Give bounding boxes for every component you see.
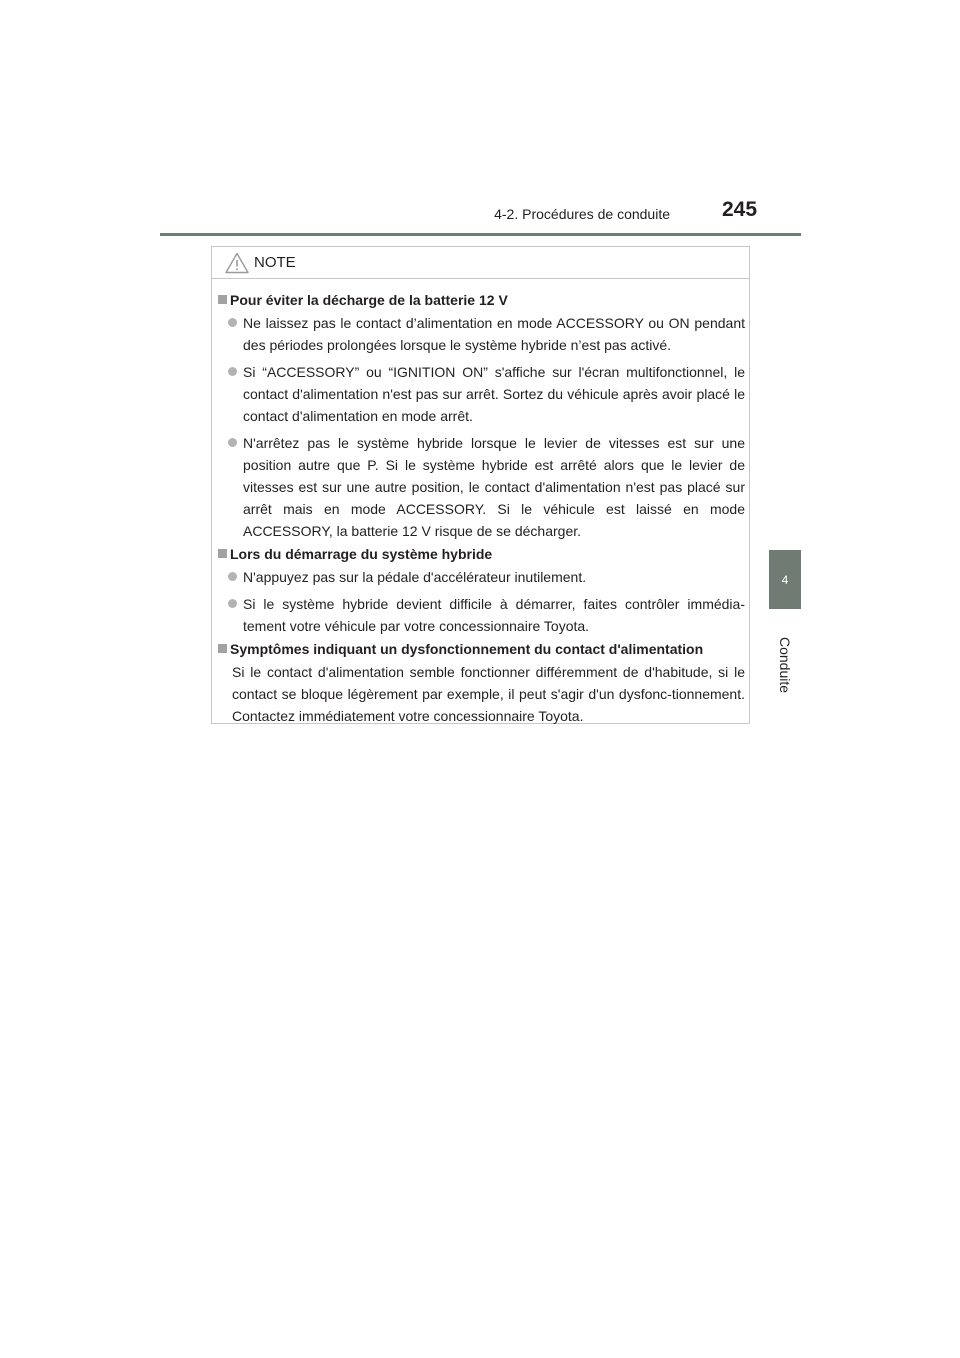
list-item-text: N'appuyez pas sur la pédale d'accélérateur inutilement.: [243, 569, 587, 585]
header-divider: [160, 233, 801, 236]
warning-triangle-icon: [225, 252, 249, 274]
section-heading-text: Symptômes indiquant un dysfonctionnement du contact d'alimentation: [230, 641, 704, 657]
section-title: 4-2. Procédures de conduite: [494, 206, 670, 222]
round-bullet-icon: [228, 599, 237, 608]
list-item-text: N'arrêtez pas le système hybride lorsque le levier de vitesses est sur une position autre que P. Si le système hybride est arrêté alors que le levier de vitesses est sur une autre position, le contact d'alimentation n'est pas placé sur arrêt mais en mode ACCESSORY. Si le véhicule est laissé en mode ACCESSORY, la batterie 12 V risque de se décharger.: [243, 435, 745, 539]
chapter-tab: [769, 550, 801, 609]
list-item-text: Si “ACCESSORY” ou “IGNITION ON” s'affiche sur l'écran multifonctionnel, le contact d'alimentation n'est pas sur arrêt. Sortez du véhicule après avoir placé le contact d'alimentation en mode arrêt.: [243, 364, 745, 424]
section-heading: [218, 289, 745, 311]
round-bullet-icon: [228, 572, 237, 581]
note-body: [218, 289, 745, 727]
list-item-text: Si le système hybride devient difficile à démarrer, faites contrôler immédia-tement votre véhicule par votre concessionnaire Toyota.: [243, 596, 745, 634]
page-number: 245: [722, 198, 758, 221]
square-bullet-icon: [218, 644, 227, 653]
note-header: [212, 247, 749, 279]
chapter-number: 4: [781, 572, 789, 587]
section-paragraph: Si le contact d'alimentation semble fonctionner différemment de d'habitude, si le contact se bloque légèrement par exemple, il peut s'agir d'un dysfonc-tionnement. Contactez immédiatement votre concessionnaire Toyota.: [232, 664, 745, 724]
section-heading: [218, 543, 745, 565]
square-bullet-icon: [218, 295, 227, 304]
square-bullet-icon: [218, 549, 227, 558]
round-bullet-icon: [228, 438, 237, 447]
list-item-text: Ne laissez pas le contact d’alimentation en mode ACCESSORY ou ON pendant des périodes prolongées lorsque le système hybride n’est pas activé.: [243, 315, 745, 353]
note-box: [211, 246, 750, 724]
list-item: [218, 593, 745, 637]
list-item: [218, 566, 745, 588]
chapter-label: [762, 636, 808, 694]
list-item: [218, 361, 745, 427]
note-title: NOTE: [254, 254, 296, 271]
section-heading-text: Lors du démarrage du système hybride: [230, 546, 493, 562]
section-starting: [218, 543, 745, 637]
section-heading: [218, 638, 745, 660]
section-heading-text: Pour éviter la décharge de la batterie 12 V: [230, 292, 508, 308]
list-item: [218, 432, 745, 542]
list-item: [218, 312, 745, 356]
chapter-label-text: Conduite: [777, 636, 794, 694]
round-bullet-icon: [228, 367, 237, 376]
section-battery: [218, 289, 745, 542]
round-bullet-icon: [228, 318, 237, 327]
section-malfunction: [218, 638, 745, 727]
